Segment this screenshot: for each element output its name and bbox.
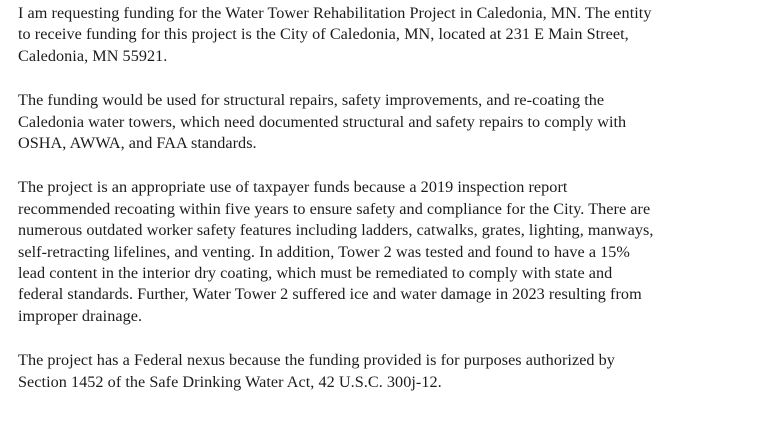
text-line: recommended recoating within five years to ensure safety and compliance for the City. There are [18, 199, 651, 218]
text-line: to receive funding for this project is the City of Caledonia, MN, located at 231 E Main Street, [18, 25, 629, 44]
text-line: numerous outdated worker safety features including ladders, catwalks, grates, lighting, manways, [18, 221, 654, 240]
text-line: Section 1452 of the Safe Drinking Water Act, 42 U.S.C. 300j-12. [18, 372, 442, 391]
text-line: improper drainage. [18, 306, 143, 325]
text-line: lead content in the interior dry coating, which must be remediated to comply with state and [18, 264, 613, 283]
text-line: Caledonia water towers, which need documented structural and safety repairs to comply with [18, 112, 627, 131]
paragraph-entity [18, 3, 752, 67]
paragraph-funding-use [18, 90, 752, 154]
text-line: federal standards. Further, Water Tower 2 suffered ice and water damage in 2023 resulting from [18, 285, 642, 304]
text-line: self-retracting lifelines, and venting. In addition, Tower 2 was tested and found to have a 15% [18, 242, 630, 261]
text-line: The project has a Federal nexus because the funding provided is for purposes authorized by [18, 351, 615, 370]
text-line: Caledonia, MN 55921. [18, 46, 168, 65]
text-line: The project is an appropriate use of taxpayer funds because a 2019 inspection report [18, 178, 568, 197]
text-line: OSHA, AWWA, and FAA standards. [18, 134, 257, 153]
paragraph-federal-nexus [18, 350, 752, 393]
paragraph-justification [18, 177, 752, 327]
text-line: The funding would be used for structural repairs, safety improvements, and re-coating the [18, 91, 605, 110]
text-line: I am requesting funding for the Water Tower Rehabilitation Project in Caledonia, MN. The entity [18, 4, 652, 22]
